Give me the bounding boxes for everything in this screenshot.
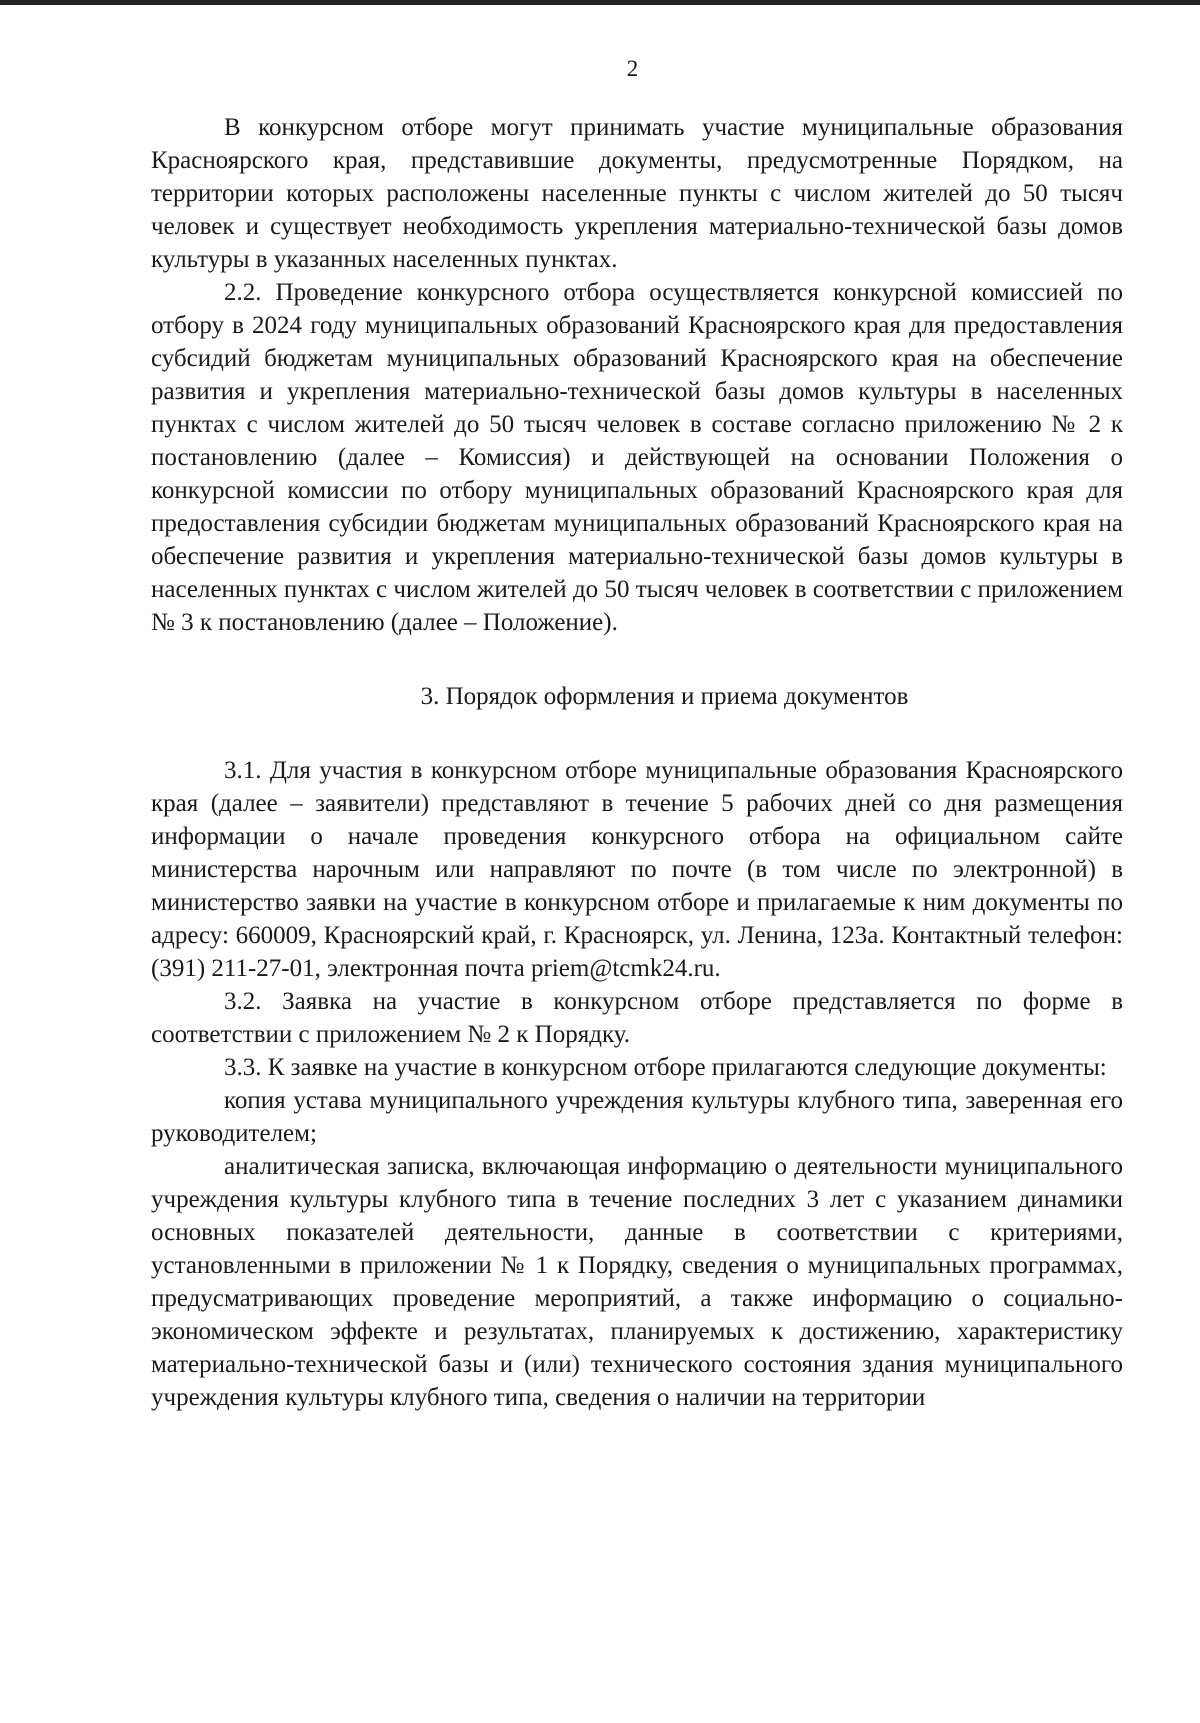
list-item-charter-copy: копия устава муниципального учреждения культуры клубного типа, заверенная его руководителем; xyxy=(151,1087,1123,1147)
section-heading: 3. Порядок оформления и приема документов xyxy=(420,683,909,710)
paragraph-2-2: 2.2. Проведение конкурсного отбора осуществляется конкурсной комиссией по отбору в 2024 году муниципальных образований Красноярского края для предоставления субсидий бюджетам муниципальных образований Красноярского края на обеспечение развития и укрепления материально-технической базы домов культуры в населенных пунктах с числом жителей до 50 тысяч человек в составе согласно приложению № 2 к постановлению (далее – Комиссия) и действующей на основании Положения о конкурсной комиссии по отбору муниципальных образований Красноярского края для предоставления субсидии бюджетам муниципальных образований Красноярского края на обеспечение развития и укрепления материально-технической базы домов культуры в населенных пунктах с числом жителей до 50 тысяч человек в соответствии с приложением № 3 к постановлению (далее – Положение). xyxy=(151,279,1123,636)
list-item-analytical-note: аналитическая записка, включающая информацию о деятельности муниципального учреждения культуры клубного типа в течение последних 3 лет с указанием динамики основных показателей деятельности, данные в соответствии с критериями, установленными в приложении № 1 к Порядку, сведения о муниципальных программах, предусматривающих проведение мероприятий, а также информацию о социально-экономическом эффекте и результатах, планируемых к достижению, характеристику материально-технической базы и (или) технического состояния здания муниципального учреждения культуры клубного типа, сведения о наличии на территории xyxy=(151,1153,1123,1411)
paragraph-3-3: 3.3. К заявке на участие в конкурсном отборе прилагаются следующие документы: xyxy=(224,1054,1107,1081)
page-number: 2 xyxy=(626,56,639,81)
document-body xyxy=(151,111,1123,1414)
paragraph-participants: В конкурсном отборе могут принимать участие муниципальные образования Красноярского края, представившие документы, предусмотренные Порядком, на территории которых расположены населенные пункты с числом жителей до 50 тысяч человек и существует необходимость укрепления материально-технической базы домов культуры в указанных населенных пунктах. xyxy=(151,114,1123,273)
paragraph-3-1: 3.1. Для участия в конкурсном отборе муниципальные образования Красноярского края (далее – заявители) представляют в течение 5 рабочих дней со дня размещения информации о начале проведения конкурсного отбора на официальном сайте министерства нарочным или направляют по почте (в том числе по электронной) в министерство заявки на участие в конкурсном отборе и прилагаемые к ним документы по адресу: 660009, Красноярский край, г. Красноярск, ул. Ленина, 123а. Контактный телефон: (391) 211-27-01, электронная почта priem@tcmk24.ru. xyxy=(151,757,1123,982)
scan-top-edge xyxy=(0,0,1200,5)
paragraph-3-2: 3.2. Заявка на участие в конкурсном отборе представляется по форме в соответствии с приложением № 2 к Порядку. xyxy=(151,988,1123,1048)
